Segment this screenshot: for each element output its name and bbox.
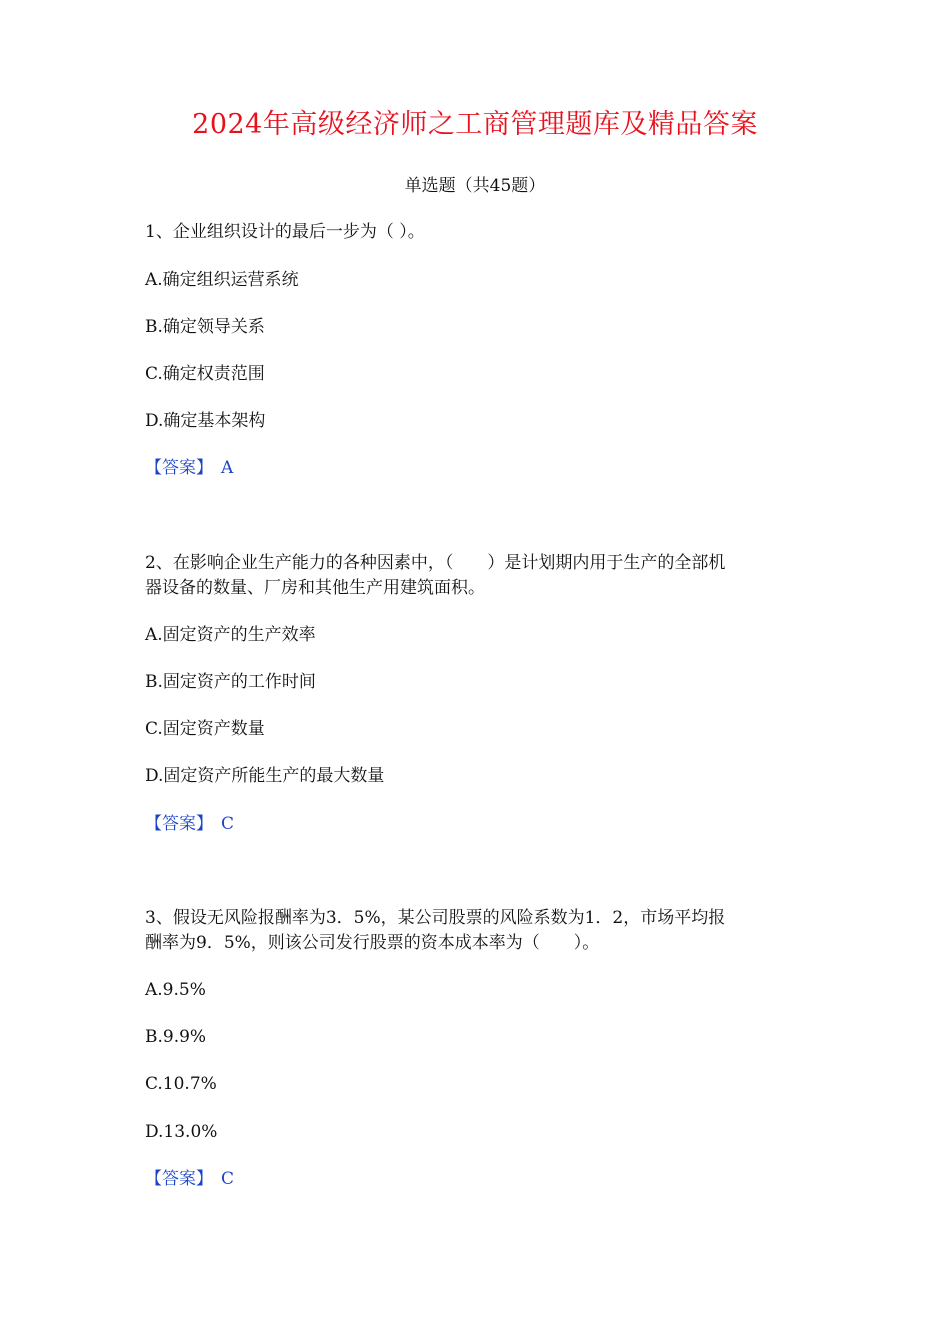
question-stem: 3、假设无风险报酬率为3．5%，某公司股票的风险系数为1．2，市场平均报: [145, 908, 726, 928]
question-stem: 2、在影响企业生产能力的各种因素中，（ ）是计划期内用于生产的全部机: [145, 553, 726, 573]
answer-label: 【答案】: [145, 458, 213, 478]
option-b: B.确定领导关系: [145, 317, 265, 337]
option-b: B.9.9%: [145, 1027, 207, 1047]
answer-value: A: [221, 458, 234, 478]
option-d: D.固定资产所能生产的最大数量: [145, 766, 385, 786]
question-stem-continued: 器设备的数量、厂房和其他生产用建筑面积。: [145, 578, 485, 598]
option-d: D.13.0%: [145, 1122, 218, 1142]
document-title: 2024年高级经济师之工商管理题库及精品答案: [192, 109, 758, 140]
answer-value: C: [221, 1169, 235, 1189]
question-stem-continued: 酬率为9．5%，则该公司发行股票的资本成本率为（ ）。: [145, 933, 600, 953]
answer-label: 【答案】: [145, 1169, 213, 1189]
answer-line: [145, 811, 825, 837]
option-c: C.确定权责范围: [145, 364, 265, 384]
option-a: A.固定资产的生产效率: [145, 625, 316, 645]
answer-line: [145, 455, 825, 481]
option-a: A.9.5%: [145, 980, 206, 1000]
option-a: A.确定组织运营系统: [145, 270, 299, 290]
answer-line: [145, 1166, 825, 1192]
answer-label: 【答案】: [145, 814, 213, 834]
option-d: D.确定基本架构: [145, 411, 266, 431]
option-c: C.10.7%: [145, 1074, 217, 1094]
answer-value: C: [221, 814, 235, 834]
question-stem: 1、企业组织设计的最后一步为（ ）。: [145, 222, 425, 242]
option-b: B.固定资产的工作时间: [145, 672, 316, 692]
option-c: C.固定资产数量: [145, 719, 265, 739]
section-heading: 单选题（共45题）: [404, 176, 546, 196]
